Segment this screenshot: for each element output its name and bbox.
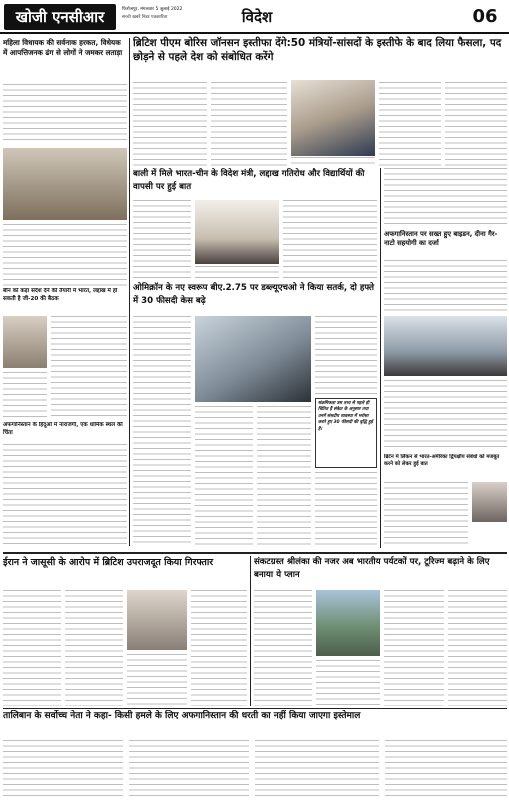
- pull-quote-text: संक्रमिकता उस तथ्य से पहले ही चिंतित हैं संकेत के अनुसार तथा उनमें संसदीय व्यवस्था में भरोसा करते हुए 30 फीसदी की वृद्धि हुई है।: [318, 401, 373, 432]
- story-6-body-3: [255, 740, 379, 798]
- story-5-body-4: [448, 590, 507, 706]
- johnson-photo: [291, 80, 375, 156]
- left-column: [3, 38, 127, 548]
- left-sub-headline-2: अफगानिस्तान के हिंदूओं में नाराजगी, एक धार्मिक स्थल की चिंता: [3, 422, 123, 436]
- left-body-5: [3, 444, 127, 544]
- story-6-body-4: [385, 740, 507, 798]
- right-body-2: [384, 260, 507, 312]
- date-line: फिरोजपुर, मंगलवार 5 जुलाई 2022: [122, 7, 183, 12]
- story-5-body-1: [254, 590, 312, 706]
- left-body-1: [3, 84, 127, 144]
- masthead: [0, 0, 509, 34]
- story-3-body-4: [315, 316, 377, 394]
- story-2-body-1: [133, 200, 191, 278]
- ceremony-photo: [3, 148, 127, 220]
- story-4-headline: ईरान ने जासूसी के आरोप में ब्रिटिश उपराजदूत किया गिरफ्तार: [3, 557, 214, 568]
- story-taliban: [3, 710, 507, 798]
- story-2-caption: [195, 266, 279, 278]
- story-3-body-1: [133, 316, 191, 546]
- story-6-body-1: [3, 740, 123, 798]
- modi-photo: [3, 316, 47, 368]
- story-5-body-3: [384, 590, 444, 706]
- blinken-photo: [472, 482, 507, 522]
- section-rule: [3, 552, 507, 554]
- lead-photo-caption: [291, 157, 375, 166]
- right-divider: [380, 168, 381, 548]
- biden-photo: [384, 316, 507, 376]
- right-headline: अफगानिस्तान पर सख्त हुए बाइडन, दीना गैर-नाटो सहयोगी का दर्जा: [384, 230, 498, 248]
- story-6-headline: तालिबान के सर्वोच्च नेता ने कहा- किसी हमले के लिए अफगानिस्तान की धरती का नहीं किया जाएगा इस्तेमाल: [3, 711, 361, 721]
- page-number: 06: [472, 6, 498, 27]
- story-4-body-1: [3, 590, 61, 706]
- logo-text: खोजी एनसीआर: [15, 8, 105, 26]
- story-srilanka: [254, 556, 507, 706]
- left-body-3: [51, 316, 127, 418]
- column-divider: [129, 38, 130, 546]
- left-headline: महिला विधायक की सर्वनाक हरकत, विधेयक में आपत्तिजनक ढंग से लोगों ने जमकर लताड़ा: [3, 38, 123, 57]
- story-omicron: [133, 282, 377, 552]
- right-body-1: [384, 168, 507, 226]
- story-4-body-3: [127, 654, 187, 706]
- lead-headline: ब्रिटिश पीएम बोरिस जॉनसन इस्तीफा देंगे:50 मंत्रियों-सांसदों के इस्तीफे के बाद लिया फैसला, पद छोड़ने से पहले देश को संबोधित करेंगे: [133, 37, 502, 63]
- left-sub-headline-1: बीन को कड़ा संदेश देने की तैयारी में भारत, लद्दाख में हो सकती है जी-20 की बैठक: [3, 288, 118, 302]
- jaishankar-wang-photo: [195, 200, 279, 264]
- right-body-4: [384, 482, 468, 546]
- story-3-body-2: [195, 406, 253, 546]
- pull-quote: [315, 398, 377, 468]
- story-5-body-2: [316, 660, 380, 706]
- left-body-4: [3, 372, 47, 418]
- story-5-headline: संकटग्रस्त श्रीलंका की नजर अब भारतीय पर्यटकों पर, टूरिज्म बढ़ाने के लिए बनाया ये प्लान: [254, 557, 490, 580]
- story-3-body-3: [257, 406, 311, 546]
- iran-diplomat-photo: [127, 590, 187, 650]
- bottom-divider: [250, 556, 251, 706]
- tagline: सच्ची खबरें निडर पत्रकारिता: [122, 15, 168, 20]
- story-3-body-5: [315, 472, 377, 546]
- left-body-2: [3, 224, 127, 286]
- right-column: [384, 168, 507, 548]
- section-rule-2: [3, 708, 507, 709]
- right-body-3: [384, 380, 507, 450]
- logo: [4, 4, 116, 30]
- story-4-body-4: [191, 590, 247, 706]
- story-6-body-2: [129, 740, 249, 798]
- story-2-headline: बाली में मिले भारत-चीन के विदेश मंत्री, लद्दाख गतिरोध और विद्यार्थियों की वापसी पर हुई बात: [133, 169, 365, 192]
- story-4-body-2: [65, 590, 123, 706]
- lead-body-3: [379, 82, 441, 166]
- story-bali: [133, 168, 377, 278]
- lead-story: [133, 36, 507, 166]
- lead-body-2: [211, 82, 287, 166]
- lead-body-4: [445, 82, 507, 166]
- section-title: विदेश: [241, 8, 273, 26]
- story-3-headline: ओमिक्रॉन के नए स्वरूप बीए.2.75 पर डब्ल्यूएचओ ने किया सतर्क, दो हफ्ते में 30 फीसदी केस बढ़े: [133, 283, 374, 306]
- right-sub-headline: ब्रिटेन में लिंकन से भारत-अमेरिका द्विपक्षीय संबंधों को मजबूत करने को लेकर हुई बात: [384, 454, 500, 468]
- story-iran: [3, 556, 247, 706]
- who-chief-photo: [195, 316, 311, 402]
- lead-body-1: [133, 82, 207, 166]
- story-2-body-2: [283, 200, 377, 278]
- srilanka-photo: [316, 590, 380, 656]
